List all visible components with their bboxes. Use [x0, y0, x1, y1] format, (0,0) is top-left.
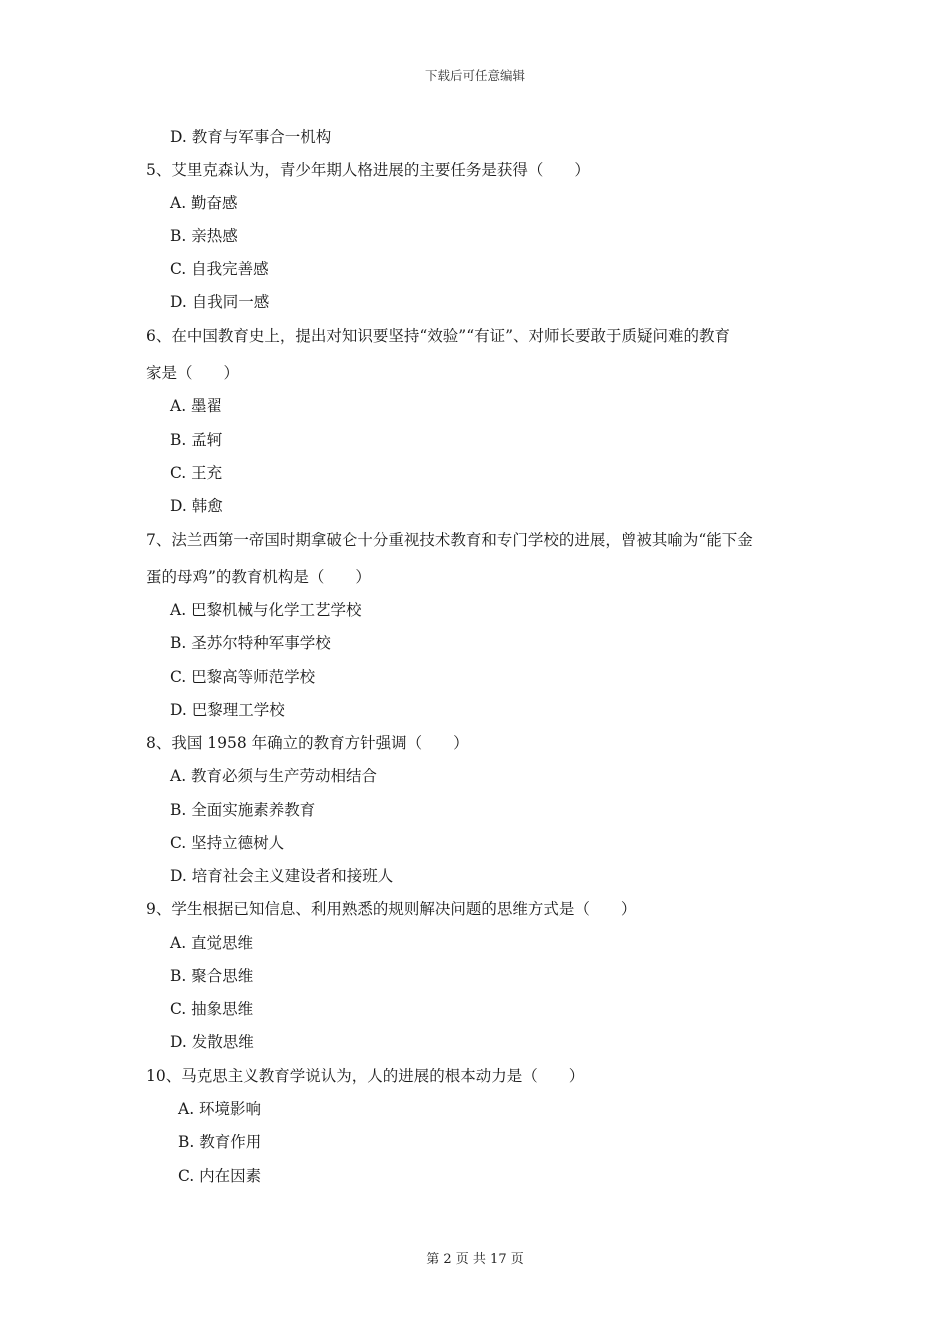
option-6c: C. 王充 — [170, 464, 223, 482]
question-9: 9、学生根据已知信息、利用熟悉的规则解决问题的思维方式是（ ） — [146, 900, 637, 918]
option-5b: B. 亲热感 — [170, 227, 238, 245]
option-8a: A. 教育必须与生产劳动相结合 — [170, 767, 378, 785]
option-6d: D. 韩愈 — [170, 497, 223, 515]
option-10b: B. 教育作用 — [178, 1133, 262, 1151]
option-6b: B. 孟轲 — [170, 431, 223, 449]
question-7: 7、法兰西第一帝国时期拿破仑十分重视技术教育和专门学校的进展，曾被其喻为“能下金 — [146, 531, 753, 549]
option-8b: B. 全面实施素养教育 — [170, 801, 316, 819]
option-5d: D. 自我同一感 — [170, 293, 270, 311]
question-6: 6、在中国教育史上，提出对知识要坚持“效验”“有证”、对师长要敢于质疑问难的教育 — [146, 327, 731, 345]
option-7a: A. 巴黎机械与化学工艺学校 — [170, 601, 362, 619]
question-8: 8、我国 1958 年确立的教育方针强调（ ） — [146, 734, 469, 752]
option-8d: D. 培育社会主义建设者和接班人 — [170, 867, 394, 885]
option-7c: C. 巴黎高等师范学校 — [170, 668, 316, 686]
option-9d: D. 发散思维 — [170, 1033, 254, 1051]
option-9a: A. 直觉思维 — [170, 934, 254, 952]
option-8c: C. 坚持立德树人 — [170, 834, 285, 852]
option-6a: A. 墨翟 — [170, 397, 223, 415]
option-10c: C. 内在因素 — [178, 1167, 262, 1185]
option-5c: C. 自我完善感 — [170, 260, 269, 278]
option-9c: C. 抽象思维 — [170, 1000, 254, 1018]
question-5: 5、艾里克森认为，青少年期人格进展的主要任务是获得（ ） — [146, 161, 590, 179]
option-4d: D. 教育与军事合一机构 — [170, 128, 332, 146]
question-6-cont: 家是（ ） — [146, 364, 240, 382]
option-10a: A. 环境影响 — [178, 1100, 262, 1118]
page-footer: 第 2 页 共 17 页 — [426, 1252, 524, 1267]
option-9b: B. 聚合思维 — [170, 967, 254, 985]
question-7-cont: 蛋的母鸡”的教育机构是（ ） — [146, 568, 371, 586]
question-10: 10、马克思主义教育学说认为，人的进展的根本动力是（ ） — [146, 1067, 585, 1085]
page-header: 下载后可任意编辑 — [424, 68, 525, 83]
option-5a: A. 勤奋感 — [170, 194, 238, 212]
option-7b: B. 圣苏尔特种军事学校 — [170, 634, 331, 652]
option-7d: D. 巴黎理工学校 — [170, 701, 285, 719]
